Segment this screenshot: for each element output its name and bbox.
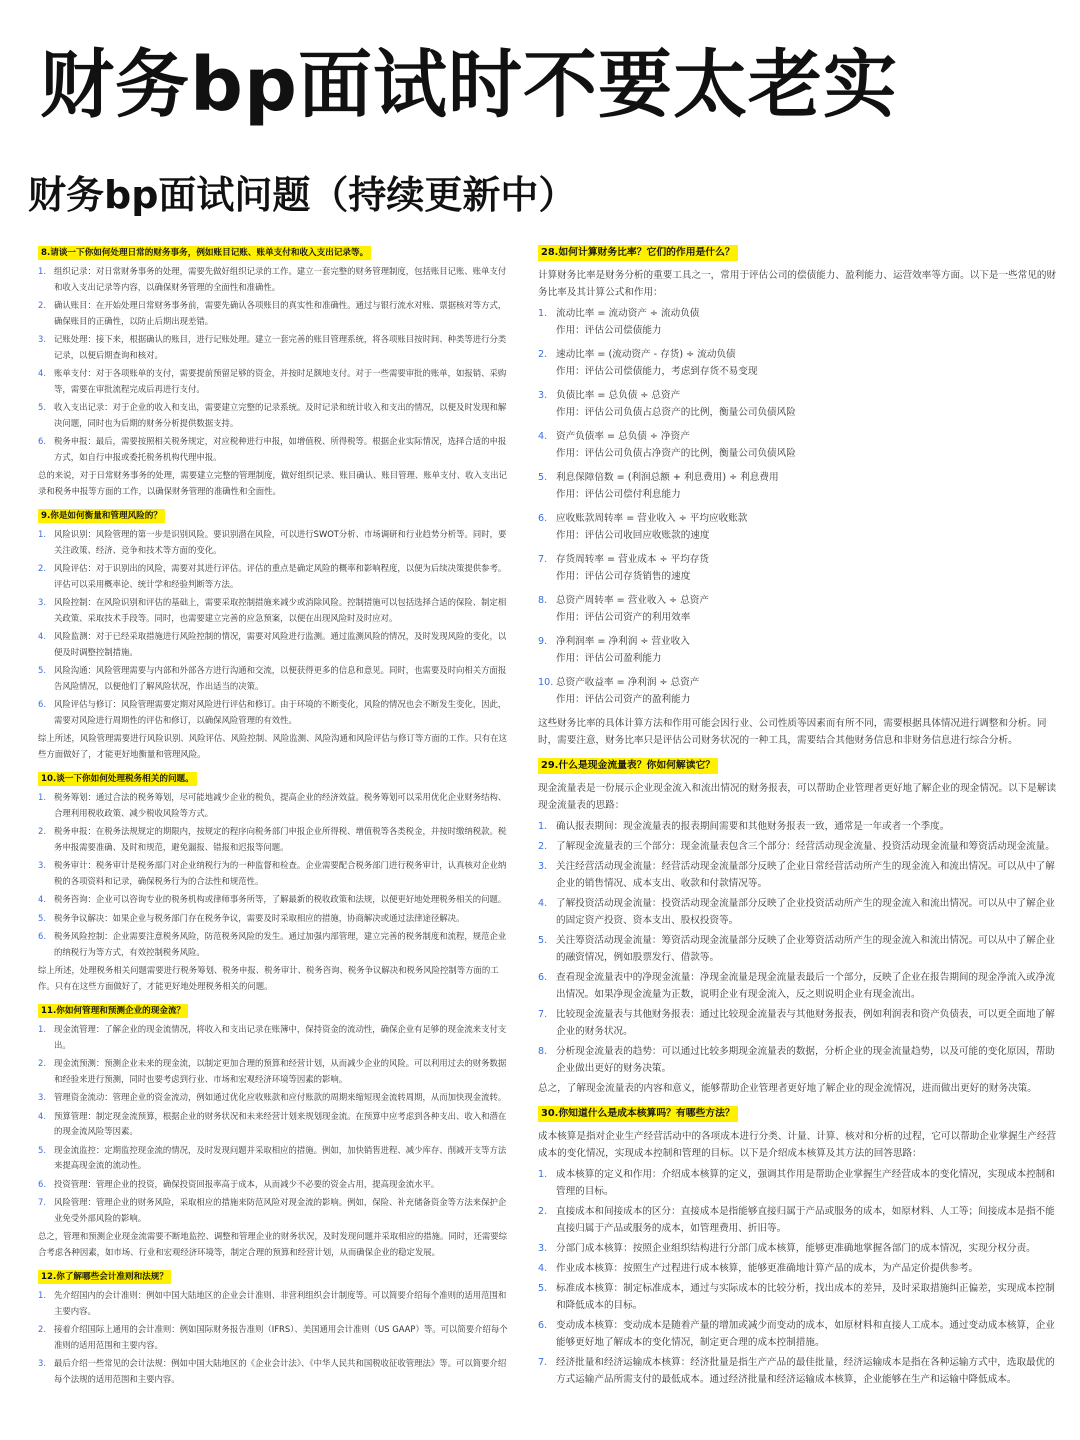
- item-number: 4.: [38, 368, 46, 378]
- item-text: 风险沟通：风险管理需要与内部和外部各方进行沟通和交流，以便获得更多的信息和意见。同时，也需要及时向相关方面报告风险情况，以便他们了解风险状况，作出适当的决策。: [54, 665, 507, 691]
- item-text: 最后介绍一些常见的会计法规：例如中国大陆地区的《企业会计法》、《中华人民共和国税收征收管理法》等。可以简要介绍每个法规的适用范围和主要内容。: [54, 1358, 507, 1384]
- list-item: [538, 818, 1064, 835]
- item-number: 5.: [538, 1283, 548, 1294]
- item-text: 税务筹划：通过合法的税务筹划，尽可能地减少企业的税负，提高企业的经济效益。税务筹划可以采用优化企业财务结构、合理利用税收政策、减少税收风险等方式。: [54, 792, 507, 818]
- item-number: 4.: [538, 898, 548, 909]
- item-number: 9.: [538, 636, 548, 647]
- formula-text: 总资产周转率 = 营业收入 ÷ 总资产: [556, 595, 709, 606]
- formula-row: [538, 305, 1064, 322]
- item-number: 4.: [38, 631, 46, 641]
- list-item: [38, 858, 508, 889]
- formula-item: [538, 510, 1064, 544]
- list-item: [38, 629, 508, 660]
- item-number: 3.: [38, 1358, 46, 1368]
- formula-item: [538, 305, 1064, 339]
- item-text: 税务申报：最后，需要按照相关税务规定，对应税种进行申报，如增值税、所得税等。根据企业实际情况，选择合适的申报方式，如自行申报或委托税务机构代理申报。: [54, 436, 507, 462]
- question-section: [538, 753, 1064, 1097]
- formula-text: 净利润率 = 净利润 ÷ 营业收入: [556, 636, 690, 647]
- item-number: 5.: [538, 935, 548, 946]
- question-heading: 11.你如何管理和预测企业的现金流？: [38, 1004, 188, 1018]
- summary-paragraph: 综上所述，处理税务相关问题需要进行税务筹划、税务申报、税务审计、税务咨询、税务争议解决和税务风险控制等方面的工作。只有在这些方面做好了，才能更好地处理税务相关的问题。: [38, 965, 499, 991]
- item-number: 3.: [38, 1092, 46, 1102]
- item-number: 6.: [38, 931, 46, 941]
- item-text: 预算管理：制定现金流预算，根据企业的财务状况和未来经营计划来规划现金流。在预算中应考虑到各种支出、收入和潜在的现金流风险等因素。: [54, 1110, 507, 1136]
- list-item: [38, 366, 508, 397]
- list-item: [38, 663, 508, 694]
- formula-purpose: 作用：评估公司偿债能力，考虑到存货不易变现: [556, 366, 758, 377]
- formula-purpose: 作用：评估公司资产的利用效率: [556, 612, 691, 623]
- item-number: 1.: [38, 792, 46, 802]
- item-text: 税务争议解决：如果企业与税务部门存在税务争议，需要及时采取相应的措施，协商解决或通过法律途径解决。: [54, 912, 465, 923]
- summary-paragraph: 综上所述，风险管理需要进行风险识别、风险评估、风险控制、风险监测、风险沟通和风险评估与修订等方面的工作。只有在这些方面做好了，才能更好地衡量和管理风险。: [38, 733, 507, 759]
- formula-item: [538, 469, 1064, 503]
- item-text: 先介绍国内的会计准则：例如中国大陆地区的企业会计准则、非营利组织会计制度等。可以简要介绍每个准则的适用范围和主要内容。: [54, 1290, 507, 1316]
- item-text: 风险监测：对于已经采取措施进行风险控制的情况，需要对风险进行监测。通过监测风险的情况，及时发现风险的变化，以便及时调整控制措施。: [54, 631, 507, 657]
- formula-row: [538, 387, 1064, 404]
- formula-purpose: 作用：评估公司盈利能力: [556, 653, 662, 664]
- intro-paragraph: 计算财务比率是财务分析的重要工具之一，常用于评估公司的偿债能力、盈利能力、运营效率等方面。以下是一些常见的财务比率及其计算公式和作用：: [538, 270, 1057, 298]
- item-text: 税务申报：在税务法规规定的期限内，按规定的程序向税务部门申报企业所得税、增值税等各类税金，并按时缴纳税款。税务申报需要准确、及时和规范，避免漏报、错报和迟报等问题。: [54, 826, 507, 852]
- item-number: 1.: [38, 1024, 46, 1034]
- list-item: [538, 1166, 1064, 1200]
- item-text: 收入支出记录：对于企业的收入和支出，需要建立完整的记录系统。及时记录和统计收入和支出的情况，以便及时发现和解决问题，同时也为后期的财务分析提供数据支持。: [54, 402, 507, 428]
- question-heading: 12.你了解哪些会计准则和法规？: [38, 1270, 171, 1284]
- list-item: [38, 1356, 508, 1387]
- list-item: [38, 1177, 508, 1193]
- list-item: [38, 1090, 508, 1106]
- item-number: 1.: [38, 1290, 46, 1300]
- item-text: 确认账目：在开始处理日常财务事务前，需要先确认各项账目的真实性和准确性。通过与银行流水对账、票据核对等方式，确保账目的正确性，以防止后期出现差错。: [54, 300, 507, 326]
- item-text: 变动成本核算：变动成本是随着产量的增加或减少而变动的成本，如原材料和直接人工成本。通过变动成本核算，企业能够更好地了解成本的变化情况，制定更合理的成本控制措施。: [556, 1320, 1055, 1348]
- formula-row: [538, 551, 1064, 568]
- formula-item: [538, 551, 1064, 585]
- list-item: [38, 400, 508, 431]
- list-item: [538, 969, 1064, 1003]
- item-number: 6.: [38, 699, 46, 709]
- formula-row: [538, 510, 1064, 527]
- list-item: [38, 1022, 508, 1053]
- list-item: [538, 1006, 1064, 1040]
- item-text: 作业成本核算：按照生产过程进行成本核算，能够更准确地计算产品的成本，为产品定价提供参考。: [556, 1263, 979, 1274]
- item-number: 7.: [538, 1357, 548, 1368]
- formula-item: [538, 674, 1064, 708]
- question-section: [538, 1101, 1064, 1388]
- item-number: 4.: [38, 894, 46, 904]
- formula-text: 速动比率 = (流动资产 - 存货) ÷ 流动负债: [556, 349, 736, 360]
- item-number: 10.: [538, 677, 554, 688]
- question-heading: 8.请谈一下你如何处理日常的财务事务，例如账目记账、账单支付和收入支出记录等。: [38, 246, 371, 260]
- list-item: [538, 1260, 1064, 1277]
- list-item: [538, 1240, 1064, 1257]
- question-section: [38, 503, 508, 762]
- item-number: 6.: [38, 436, 46, 446]
- list-item: [38, 911, 508, 927]
- list-item: [38, 824, 508, 855]
- formula-purpose: 作用：评估公司负债占总资产的比例，衡量公司负债风险: [556, 407, 796, 418]
- item-number: 5.: [538, 472, 548, 483]
- right-column: [538, 240, 1064, 1436]
- page-title: 财务bp面试时不要太老实: [40, 42, 898, 128]
- item-text: 了解投资活动现金流量：投资活动现金流量部分反映了企业投资活动所产生的现金流入和流出情况。可以从中了解企业的固定资产投资、资本支出、股权投资等。: [556, 898, 1055, 926]
- list-item: [38, 697, 508, 728]
- item-text: 风险管理：管理企业的财务风险，采取相应的措施来防范风险对现金流的影响。例如，保险、补充储备资金等方法来保护企业免受外部风险的影响。: [54, 1197, 507, 1223]
- question-heading: 10.谈一下你如何处理税务相关的问题。: [38, 772, 197, 786]
- formula-purpose: 作用：评估公司负债占净资产的比例，衡量公司负债风险: [556, 448, 796, 459]
- list-item: [38, 595, 508, 626]
- item-number: 5.: [38, 402, 46, 412]
- formula-row: [538, 674, 1064, 691]
- item-number: 6.: [538, 972, 548, 983]
- question-heading: 29.什么是现金流量表？你如何解读它？: [538, 758, 718, 774]
- summary-paragraph: 这些财务比率的具体计算方法和作用可能会因行业、公司性质等因素而有所不同，需要根据具体情况进行调整和分析。同时，需要注意，财务比率只是评估公司财务状况的一种工具，需要结合其他财务信息和非财务信息进行综合分析。: [538, 718, 1047, 746]
- item-number: 2.: [538, 1206, 548, 1217]
- formula-text: 存货周转率 = 营业成本 ÷ 平均存货: [556, 554, 709, 565]
- formula-row: [538, 346, 1064, 363]
- item-text: 查看现金流量表中的净现金流量：净现金流量是现金流量表最后一个部分，反映了企业在报告期间的现金净流入或净流出情况。如果净现金流量为正数，说明企业有现金流入，反之则说明企业有现金流出。: [556, 972, 1055, 1000]
- left-column: [38, 240, 508, 1436]
- item-text: 税务审计：税务审计是税务部门对企业纳税行为的一种监督和检查。企业需要配合税务部门进行税务审计，认真核对企业纳税的各项资料和记录，确保税务行为的合法性和规范性。: [54, 860, 507, 886]
- item-number: 3.: [538, 861, 548, 872]
- question-section: [38, 240, 508, 499]
- item-number: 3.: [538, 1243, 548, 1254]
- formula-row: [538, 469, 1064, 486]
- item-number: 4.: [538, 431, 548, 442]
- summary-paragraph: 总的来说，对于日常财务事务的处理，需要建立完整的管理制度，做好组织记录、账目确认、账目管理、账单支付、收入支出记录和税务申报等方面的工作，以确保财务管理的准确性和全面性。: [38, 470, 507, 496]
- item-number: 4.: [538, 1263, 548, 1274]
- item-text: 关注筹资活动现金流量：筹资活动现金流量部分反映了企业筹资活动所产生的现金流入和流出情况。可以从中了解企业的融资情况，例如股票发行、借款等。: [556, 935, 1055, 963]
- item-text: 风险评估与修订：风险管理需要定期对风险进行评估和修订。由于环境的不断变化，风险的情况也会不断发生变化，因此，需要对风险进行周期性的评估和修订，以确保风险管理的有效性。: [54, 699, 507, 725]
- formula-row: [538, 633, 1064, 650]
- question-section: [538, 240, 1064, 749]
- list-item: [38, 298, 508, 329]
- question-heading: 30.你知道什么是成本核算吗？有哪些方法？: [538, 1106, 738, 1122]
- list-item: [538, 838, 1064, 855]
- list-item: [38, 1109, 508, 1140]
- list-item: [538, 1354, 1064, 1388]
- list-item: [38, 892, 508, 908]
- list-item: [38, 1195, 508, 1226]
- item-number: 3.: [38, 860, 46, 870]
- list-item: [38, 1288, 508, 1319]
- page-subtitle: 财务bp面试问题（持续更新中）: [28, 173, 577, 217]
- list-item: [538, 1043, 1064, 1077]
- item-text: 了解现金流量表的三个部分：现金流量表包含三个部分：经营活动现金流量、投资活动现金流量和筹资活动现金流量。: [556, 841, 1055, 852]
- list-item: [38, 561, 508, 592]
- item-number: 3.: [38, 334, 46, 344]
- item-number: 6.: [538, 513, 548, 524]
- item-text: 比较现金流量表与其他财务报表：通过比较现金流量表与其他财务报表，例如利润表和资产负债表，可以更全面地了解企业的财务状况。: [556, 1009, 1055, 1037]
- question-section: [38, 998, 508, 1260]
- item-number: 5.: [38, 1144, 46, 1155]
- formula-purpose: 作用：评估公司资产的盈利能力: [556, 694, 691, 705]
- formula-item: [538, 428, 1064, 462]
- list-item: [38, 527, 508, 558]
- question-heading: 28.如何计算财务比率？它们的作用是什么？: [538, 245, 738, 261]
- formula-purpose: 作用：评估公司存货销售的速度: [556, 571, 691, 582]
- item-number: 6.: [38, 1178, 46, 1189]
- list-item: [538, 932, 1064, 966]
- item-text: 组织记录：对日常财务事务的处理，需要先做好组织记录的工作。建立一套完整的财务管理制度，包括账目记账、账单支付和收入支出记录等内容，以确保财务管理的全面性和准确性。: [54, 266, 507, 292]
- list-item: [38, 434, 508, 465]
- item-text: 确认报表期间：现金流量表的报表期间需要和其他财务报表一致，通常是一年或者一个季度。: [556, 821, 950, 832]
- item-text: 税务咨询：企业可以咨询专业的税务机构或律师事务所等，了解最新的税收政策和法规，以便更好地处理税务相关的问题。: [54, 894, 507, 904]
- list-item: [38, 332, 508, 363]
- item-text: 投资管理：管理企业的投资，确保投资回报率高于成本，从而减少不必要的资金占用，提高现金流水平。: [54, 1178, 440, 1189]
- list-item: [38, 1322, 508, 1353]
- item-number: 3.: [38, 597, 46, 607]
- item-number: 7.: [538, 554, 548, 565]
- formula-text: 流动比率 = 流动资产 ÷ 流动负债: [556, 308, 700, 319]
- item-text: 分析现金流量表的趋势：可以通过比较多期现金流量表的数据，分析企业的现金流量趋势，以及可能的变化原因，帮助企业做出更好的财务决策。: [556, 1046, 1055, 1074]
- item-number: 4.: [38, 1110, 46, 1121]
- item-text: 税务风险控制：企业需要注意税务风险，防范税务风险的发生。通过加强内部管理，建立完善的税务制度和流程，规范企业的纳税行为等方式，有效控制税务风险。: [54, 931, 507, 957]
- formula-text: 应收账款周转率 = 营业收入 ÷ 平均应收账款: [556, 513, 748, 524]
- formula-item: [538, 346, 1064, 380]
- item-number: 1.: [538, 1169, 548, 1180]
- formula-row: [538, 428, 1064, 445]
- item-text: 账单支付：对于各项账单的支付，需要提前预留足够的资金，并按时足额地支付。对于一些需要审批的账单，如报销、采购等，需要在审批流程完成后再进行支付。: [54, 368, 507, 394]
- item-number: 1.: [38, 529, 46, 539]
- list-item: [538, 1280, 1064, 1314]
- formula-purpose: 作用：评估公司偿付利息能力: [556, 489, 681, 500]
- formula-row: [538, 592, 1064, 609]
- item-number: 2.: [538, 841, 548, 852]
- item-number: 1.: [38, 266, 46, 276]
- list-item: [538, 858, 1064, 892]
- list-item: [38, 929, 508, 960]
- formula-item: [538, 387, 1064, 421]
- item-number: 6.: [538, 1320, 548, 1331]
- item-text: 记账处理：接下来，根据确认的账目，进行记账处理。建立一套完善的账目管理系统，将各项账目按时间、种类等进行分类记录，以便后期查询和核对。: [54, 334, 507, 360]
- item-text: 风险控制：在风险识别和评估的基础上，需要采取控制措施来减少或消除风险。控制措施可以包括选择合适的保险、制定相关政策、采取技术手段等。同时，也需要建立完善的应急预案，以便在出现风险时及时应对。: [54, 597, 507, 623]
- item-number: 8.: [538, 1046, 548, 1057]
- item-text: 风险评估：对于识别出的风险，需要对其进行评估。评估的重点是确定风险的概率和影响程度，以便为后续决策提供参考。评估可以采用概率论、统计学和经验判断等方法。: [54, 563, 507, 589]
- item-number: 3.: [538, 390, 548, 401]
- item-text: 风险识别：风险管理的第一步是识别风险。要识别潜在风险，可以进行SWOT分析、市场调研和行业趋势分析等。同时，要关注政策、经济、竞争和技术等方面的变化。: [54, 529, 507, 555]
- item-text: 分部门成本核算：按照企业组织结构进行分部门成本核算，能够更准确地掌握各部门的成本情况，实现分权分责。: [556, 1243, 1036, 1254]
- formula-text: 资产负债率 = 总负债 ÷ 净资产: [556, 431, 690, 442]
- question-section: [38, 766, 508, 994]
- item-number: 2.: [38, 1324, 46, 1334]
- question-heading: 9.你是如何衡量和管理风险的？: [38, 509, 165, 523]
- item-text: 关注经营活动现金流量：经营活动现金流量部分反映了企业日常经营活动所产生的现金流入和流出情况。可以从中了解企业的销售情况、成本支出、收款和付款情况等。: [556, 861, 1055, 889]
- list-item: [38, 790, 508, 821]
- formula-text: 总资产收益率 = 净利润 ÷ 总资产: [556, 677, 700, 688]
- formula-item: [538, 633, 1064, 667]
- summary-paragraph: 总之，管理和预测企业现金流需要不断地监控、调整和管理企业的财务状况，及时发现问题并采取相应的措施。同时，还需要综合考虑各种因素，如市场、行业和宏观经济环境等，制定合理的预算和经营计划，从而确保企业的稳定发展。: [38, 1231, 507, 1257]
- item-number: 2.: [38, 300, 46, 310]
- item-text: 现金流监控：定期监控现金流的情况，及时发现问题并采取相应的措施。例如，加快销售进程、减少库存、削减开支等方法来提高现金流的流动性。: [54, 1144, 507, 1170]
- list-item: [38, 1143, 508, 1174]
- item-number: 7.: [538, 1009, 548, 1020]
- intro-paragraph: 现金流量表是一份展示企业现金流入和流出情况的财务报表，可以帮助企业管理者更好地了解企业的现金情况。以下是解读现金流量表的思路：: [538, 783, 1057, 811]
- formula-purpose: 作用：评估公司偿债能力: [556, 325, 662, 336]
- item-text: 管理资金流动：管理企业的资金流动，例如通过优化应收账款和应付账款的周期来缩短现金流转周期，从而加快现金流转。: [54, 1092, 507, 1102]
- item-text: 标准成本核算：制定标准成本，通过与实际成本的比较分析，找出成本的差异，及时采取措施纠正偏差，实现成本控制和降低成本的目标。: [556, 1283, 1055, 1311]
- item-text: 接着介绍国际上通用的会计准则：例如国际财务报告准则（IFRS）、美国通用会计准则（US GAAP）等。可以简要介绍每个准则的适用范围和主要内容。: [54, 1324, 508, 1350]
- item-number: 1.: [538, 308, 548, 319]
- item-number: 5.: [38, 912, 46, 923]
- item-number: 7.: [38, 1197, 46, 1207]
- item-number: 5.: [38, 665, 46, 675]
- item-text: 现金流管理：了解企业的现金流情况，将收入和支出记录在账簿中，保持资金的流动性，确保企业有足够的现金流来支付支出。: [54, 1024, 507, 1050]
- formula-text: 负债比率 = 总负债 ÷ 总资产: [556, 390, 681, 401]
- list-item: [538, 1203, 1064, 1237]
- list-item: [38, 1056, 508, 1087]
- formula-item: [538, 592, 1064, 626]
- list-item: [538, 895, 1064, 929]
- formula-purpose: 作用：评估公司收回应收账款的速度: [556, 530, 710, 541]
- question-section: [38, 1264, 508, 1387]
- item-number: 2.: [538, 349, 548, 360]
- item-number: 1.: [538, 821, 548, 832]
- intro-paragraph: 成本核算是指对企业生产经营活动中的各项成本进行分类、计量、计算、核对和分析的过程，它可以帮助企业掌握生产经营成本的变化情况，实现成本控制和管理的目标。以下是介绍成本核算及其方法的回答思路：: [538, 1131, 1057, 1159]
- item-number: 2.: [38, 1058, 46, 1068]
- list-item: [538, 1317, 1064, 1351]
- summary-paragraph: 总之，了解现金流量表的内容和意义，能够帮助企业管理者更好地了解企业的现金流情况，进而做出更好的财务决策。: [538, 1083, 1037, 1094]
- item-text: 直接成本和间接成本的区分：直接成本是指能够直接归属于产品或服务的成本，如原材料、人工等；间接成本是指不能直接归属于产品或服务的成本，如管理费用、折旧等。: [556, 1206, 1055, 1234]
- formula-text: 利息保障倍数 = (利润总额 + 利息费用) ÷ 利息费用: [556, 472, 779, 483]
- item-number: 2.: [38, 826, 46, 836]
- list-item: [38, 264, 508, 295]
- item-text: 经济批量和经济运输成本核算：经济批量是指生产产品的最佳批量，经济运输成本是指在各种运输方式中，选取最优的方式运输产品所需支付的最低成本。通过经济批量和经济运输成本核算，企业能够在生产和运输中降低成本。: [556, 1357, 1055, 1385]
- item-number: 8.: [538, 595, 548, 606]
- item-text: 成本核算的定义和作用：介绍成本核算的定义，强调其作用是帮助企业掌握生产经营成本的变化情况，实现成本控制和管理的目标。: [556, 1169, 1055, 1197]
- item-number: 2.: [38, 563, 46, 573]
- item-text: 现金流预测：预测企业未来的现金流，以制定更加合理的预算和经营计划，从而减少企业的风险。可以利用过去的财务数据和经验来进行预测，同时也要考虑到行业、市场和宏观经济环境等因素的影响。: [54, 1058, 507, 1084]
